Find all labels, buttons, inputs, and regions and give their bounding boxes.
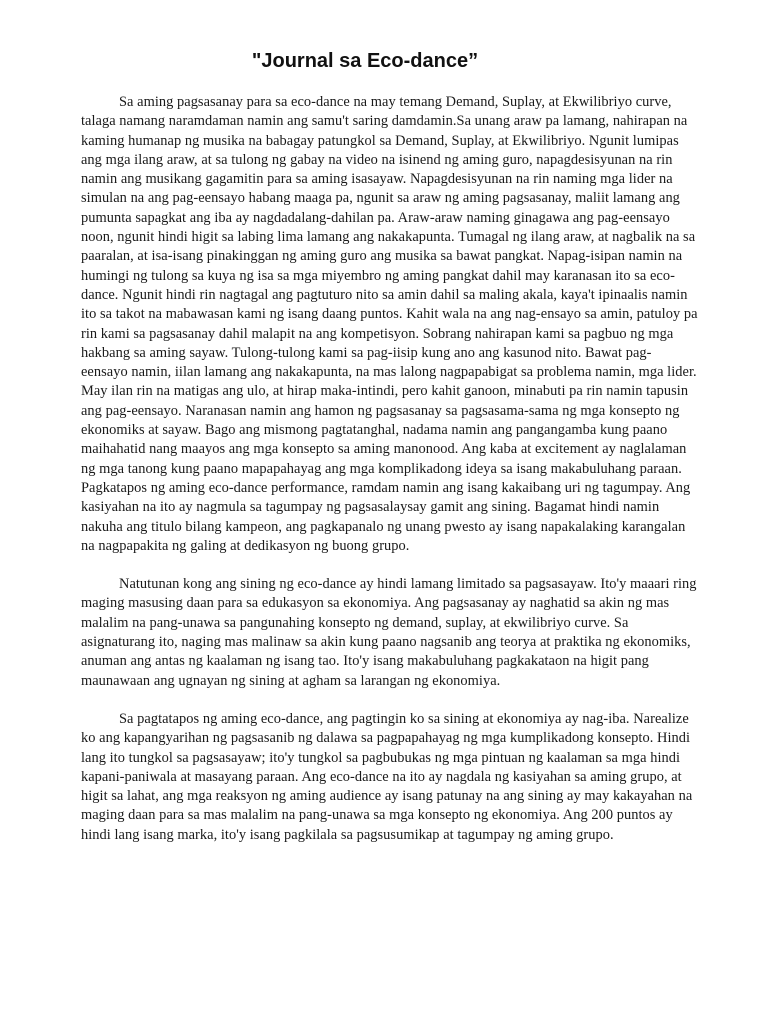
document-body [81,93,698,864]
paragraph-3: Sa pagtatapos ng aming eco-dance, ang pagtingin ko sa sining at ekonomiya ay nag-iba. Narealize ko ang kapangyarihan ng pagsasanib ng dalawa sa pagpapahayag ng mga kumplikadong konsepto. Hindi lang ito tungkol sa pagsasayaw; ito'y tungkol sa pagbubukas ng mga pintuan ng kaalaman sa mga hindi kapani-paniwala at masayang paraan. Ang eco-dance na ito ay nagdala ng kasiyahan sa aming grupo, at higit sa lahat, ang mga reaksyon ng aming audience ay isang patunay na ang sining ay may kakayahan na maging daan para sa mas malalim na pang-unawa sa mga konsepto ng ekonomiya. Ang 200 puntos ay hindi lang isang marka, ito'y isang pagkilala sa pagsusumikap at tagumpay ng aming grupo. [81,710,693,843]
paragraph-2: Natutunan kong ang sining ng eco-dance ay hindi lamang limitado sa pagsasayaw. Ito'y maaari ring maging masusing daan para sa edukasyon sa ekonomiya. Ang pagsasanay ay naghatid sa akin ng mas malalim na pang-unawa sa pangunahing konsepto ng demand, suplay, at ekwilibriyo curve. Sa asignaturang ito, naging mas malinaw sa akin kung paano nagsanib ang teorya at praktika ng ekonomiks, anuman ang antas ng kaalaman ng isang tao. Ito'y isang makabuluhang pagkakataon na higit pang maunawaan ang ugnayan ng sining at agham sa larangan ng ekonomiya. [81,576,697,689]
paragraph-1: Sa aming pagsasanay para sa eco-dance na may temang Demand, Suplay, at Ekwilibriyo curve, talaga namang naramdaman namin ang samu't saring damdamin.Sa unang araw pa lamang, nahirapan na kaming humanap ng musika na babagay patungkol sa Demand, Suplay, at Ekwilibriyo. Ngunit lumipas ang mga ilang araw, at sa tulong ng gabay na video na isinend ng aming guro, napagdesisyunan na rin namin ang musikang gagamitin para sa aming isasayaw. Napagdesisyunan na rin naming mga lider na simulan na ang pag-eensayo habang maaga pa, ngunit sa araw ng aming pagsasanay, maliit lamang ang pumunta sapagkat ang iba ay nagdadalang-dahilan pa. Araw-araw naming ginagawa ang pag-eensayo noon, ngunit hindi higit sa labing lima lamang ang nakakapunta. Tumagal ng ilang araw, at nagbalik na sa paaralan, at isa-isang pinakinggan ng aming guro ang musika sa bawat pangkat. Napag-isipan namin na humingi ng tulong sa kuya ng isa sa mga miyembro ng aming pangkat dahil may karanasan ito sa eco-dance. Ngunit hindi rin nagtagal ang pagtuturo nito sa amin dahil sa maling akala, kaya't ipinaalis namin ito sa takot na mabawasan kami ng isang daang puntos. Kahit wala na ang nag-ensayo sa amin, patuloy pa rin kami sa pagsasanay dahil malapit na ang kompetisyon. Sobrang nahirapan kami sa pagbuo ng mga hakbang sa aming sayaw. Tulong-tulong kami sa pag-iisip kung ano ang kasunod nito. Bawat pag-eensayo namin, iilan lamang ang nakakapunta, na mas lalong nagpapabigat sa problema namin, mga lider. May ilan rin na matigas ang ulo, at hirap maka-intindi, pero kahit ganoon, minabuti pa rin namin tapusin ang pag-eensayo. Naranasan namin ang hamon ng pagsasanay sa pagsasama-sama ng mga konsepto ng ekonomiks at sayaw. Bago ang mismong pagtatanghal, nadama namin ang pangangamba kung paano maihahatid nang maayos ang mga konsepto sa aming manonood. Ang kaba at excitement ay naglalaman ng mga tanong kung paano mapapahayag ang mga komplikadong ideya sa isang makabuluhang paraan. Pagkatapos ng aming eco-dance performance, ramdam namin ang isang kakaibang uri ng tagumpay. Ang kasiyahan na ito ay nagmula sa tagumpay ng pagsasalaysay gamit ang sining. Bagamat hindi namin nakuha ang titulo bilang kampeon, ang pagkapanalo ng unang pwesto ay isang napakalaking karangalan na nagpapakita ng galing at dedikasyon ng buong grupo. [81,94,698,554]
document-title: "Journal sa Eco-dance” [251,50,479,72]
